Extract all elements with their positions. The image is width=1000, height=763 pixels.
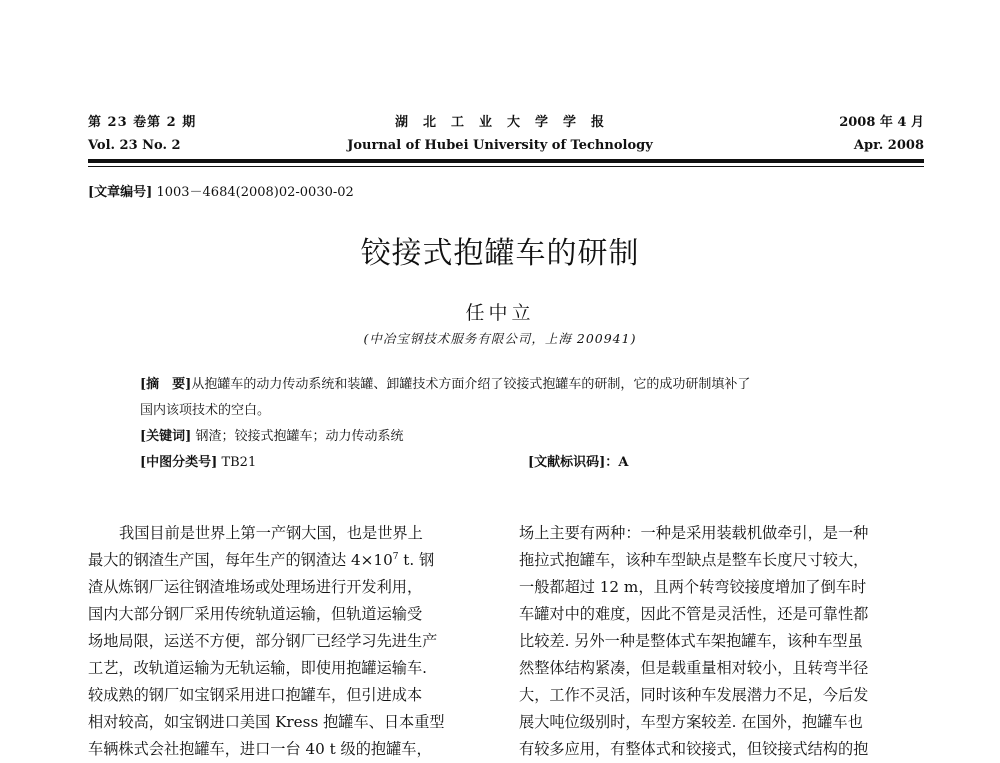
body-line: 渣从炼钢厂运往钢渣堆场或处理场进行开发利用， <box>88 578 423 596</box>
abstract-text-line1: 从抱罐车的动力传动系统和装罐、卸罐技术方面介绍了铰接式抱罐车的研制，它的成功研制填补了 <box>191 377 751 392</box>
body-line: 拖拉式抱罐车，该种车型缺点是整车长度尺寸较大， <box>519 551 869 569</box>
article-number-value: 1003－4684(2008)02-0030-02 <box>156 185 354 200</box>
journal-name-en: Journal of Hubei University of Technology <box>347 138 653 153</box>
body-right-column <box>519 520 927 763</box>
body-line: 展大吨位级别时，车型方案较差. 在国外，抱罐车也 <box>519 713 863 731</box>
abstract-text-line2: 国内该项技术的空白。 <box>140 403 271 418</box>
body-line-text: 最大的钢渣生产国，每年生产的钢渣达 4×10 <box>88 551 393 569</box>
date-en: Apr. 2008 <box>853 138 924 153</box>
body-line: 场地局限，运送不方便，部分钢厂已经学习先进生产 <box>88 632 438 650</box>
body-line: 然整体结构紧凑，但是载重量相对较小，且转弯半径 <box>519 659 869 677</box>
body-line: 国内大部分钢厂采用传统轨道运输，但轨道运输受 <box>88 605 423 623</box>
body-left-column <box>88 520 496 763</box>
article-number <box>88 181 354 200</box>
body-line: 较成熟的钢厂如宝钢采用进口抱罐车，但引进成本 <box>88 686 423 704</box>
classification-row <box>140 452 880 474</box>
body-line <box>88 547 496 574</box>
abstract-continuation <box>140 400 880 422</box>
body-line: 比较差. 另外一种是整体式车架抱罐车，该种车型虽 <box>519 632 863 650</box>
body-line: 工艺，改轨道运输为无轨运输，即使用抱罐运输车. <box>88 659 427 677</box>
body-line: 我国目前是世界上第一产钢大国，也是世界上 <box>119 524 423 542</box>
date-cn: 2008 年 4 月 <box>839 115 924 130</box>
author-affiliation: (中冶宝钢技术服务有限公司，上海 200941) <box>363 331 637 346</box>
body-line: 车罐对中的难度，因此不管是灵活性，还是可靠性都 <box>519 605 869 623</box>
doc-code-label: [文献标识码]： <box>528 455 619 470</box>
keywords <box>140 426 880 448</box>
volume-issue-cn: 第 23 卷第 2 期 <box>88 115 197 130</box>
volume-issue-en: Vol. 23 No. 2 <box>88 138 181 153</box>
abstract <box>140 374 880 396</box>
paper-title: 铰接式抱罐车的研制 <box>360 236 640 271</box>
author-name: 任中立 <box>465 302 535 324</box>
body-line-tail: t. 钢 <box>398 551 435 569</box>
body-line: 一般都超过 12 m，且两个转弯铰接度增加了倒车时 <box>519 578 867 596</box>
exponent: 7 <box>392 551 399 562</box>
body-line: 有较多应用，有整体式和铰接式，但铰接式结构的抱 <box>519 740 869 758</box>
article-number-label: [文章编号] <box>88 185 153 200</box>
document-code <box>528 452 628 474</box>
keywords-text: 钢渣；铰接式抱罐车；动力传动系统 <box>195 429 404 444</box>
doc-code-value: A <box>618 455 629 470</box>
body-line: 相对较高，如宝钢进口美国 Kress 抱罐车、日本重型 <box>88 713 445 731</box>
body-line: 场上主要有两种：一种是采用装载机做牵引，是一种 <box>519 524 869 542</box>
header-rule-thin <box>88 166 924 167</box>
body-line: 大，工作不灵活，同时该种车发展潜力不足，今后发 <box>519 686 869 704</box>
abstract-label: [摘 要] <box>140 377 192 392</box>
header-rule-thick <box>88 159 924 163</box>
body-line: 车辆株式会社抱罐车，进口一台 40 t 级的抱罐车， <box>88 740 432 758</box>
clc-label: [中图分类号] <box>140 455 218 470</box>
journal-name-cn: 湖 北 工 业 大 学 学 报 <box>394 115 605 130</box>
keywords-label: [关键词] <box>140 429 192 444</box>
clc-value: TB21 <box>221 455 257 470</box>
